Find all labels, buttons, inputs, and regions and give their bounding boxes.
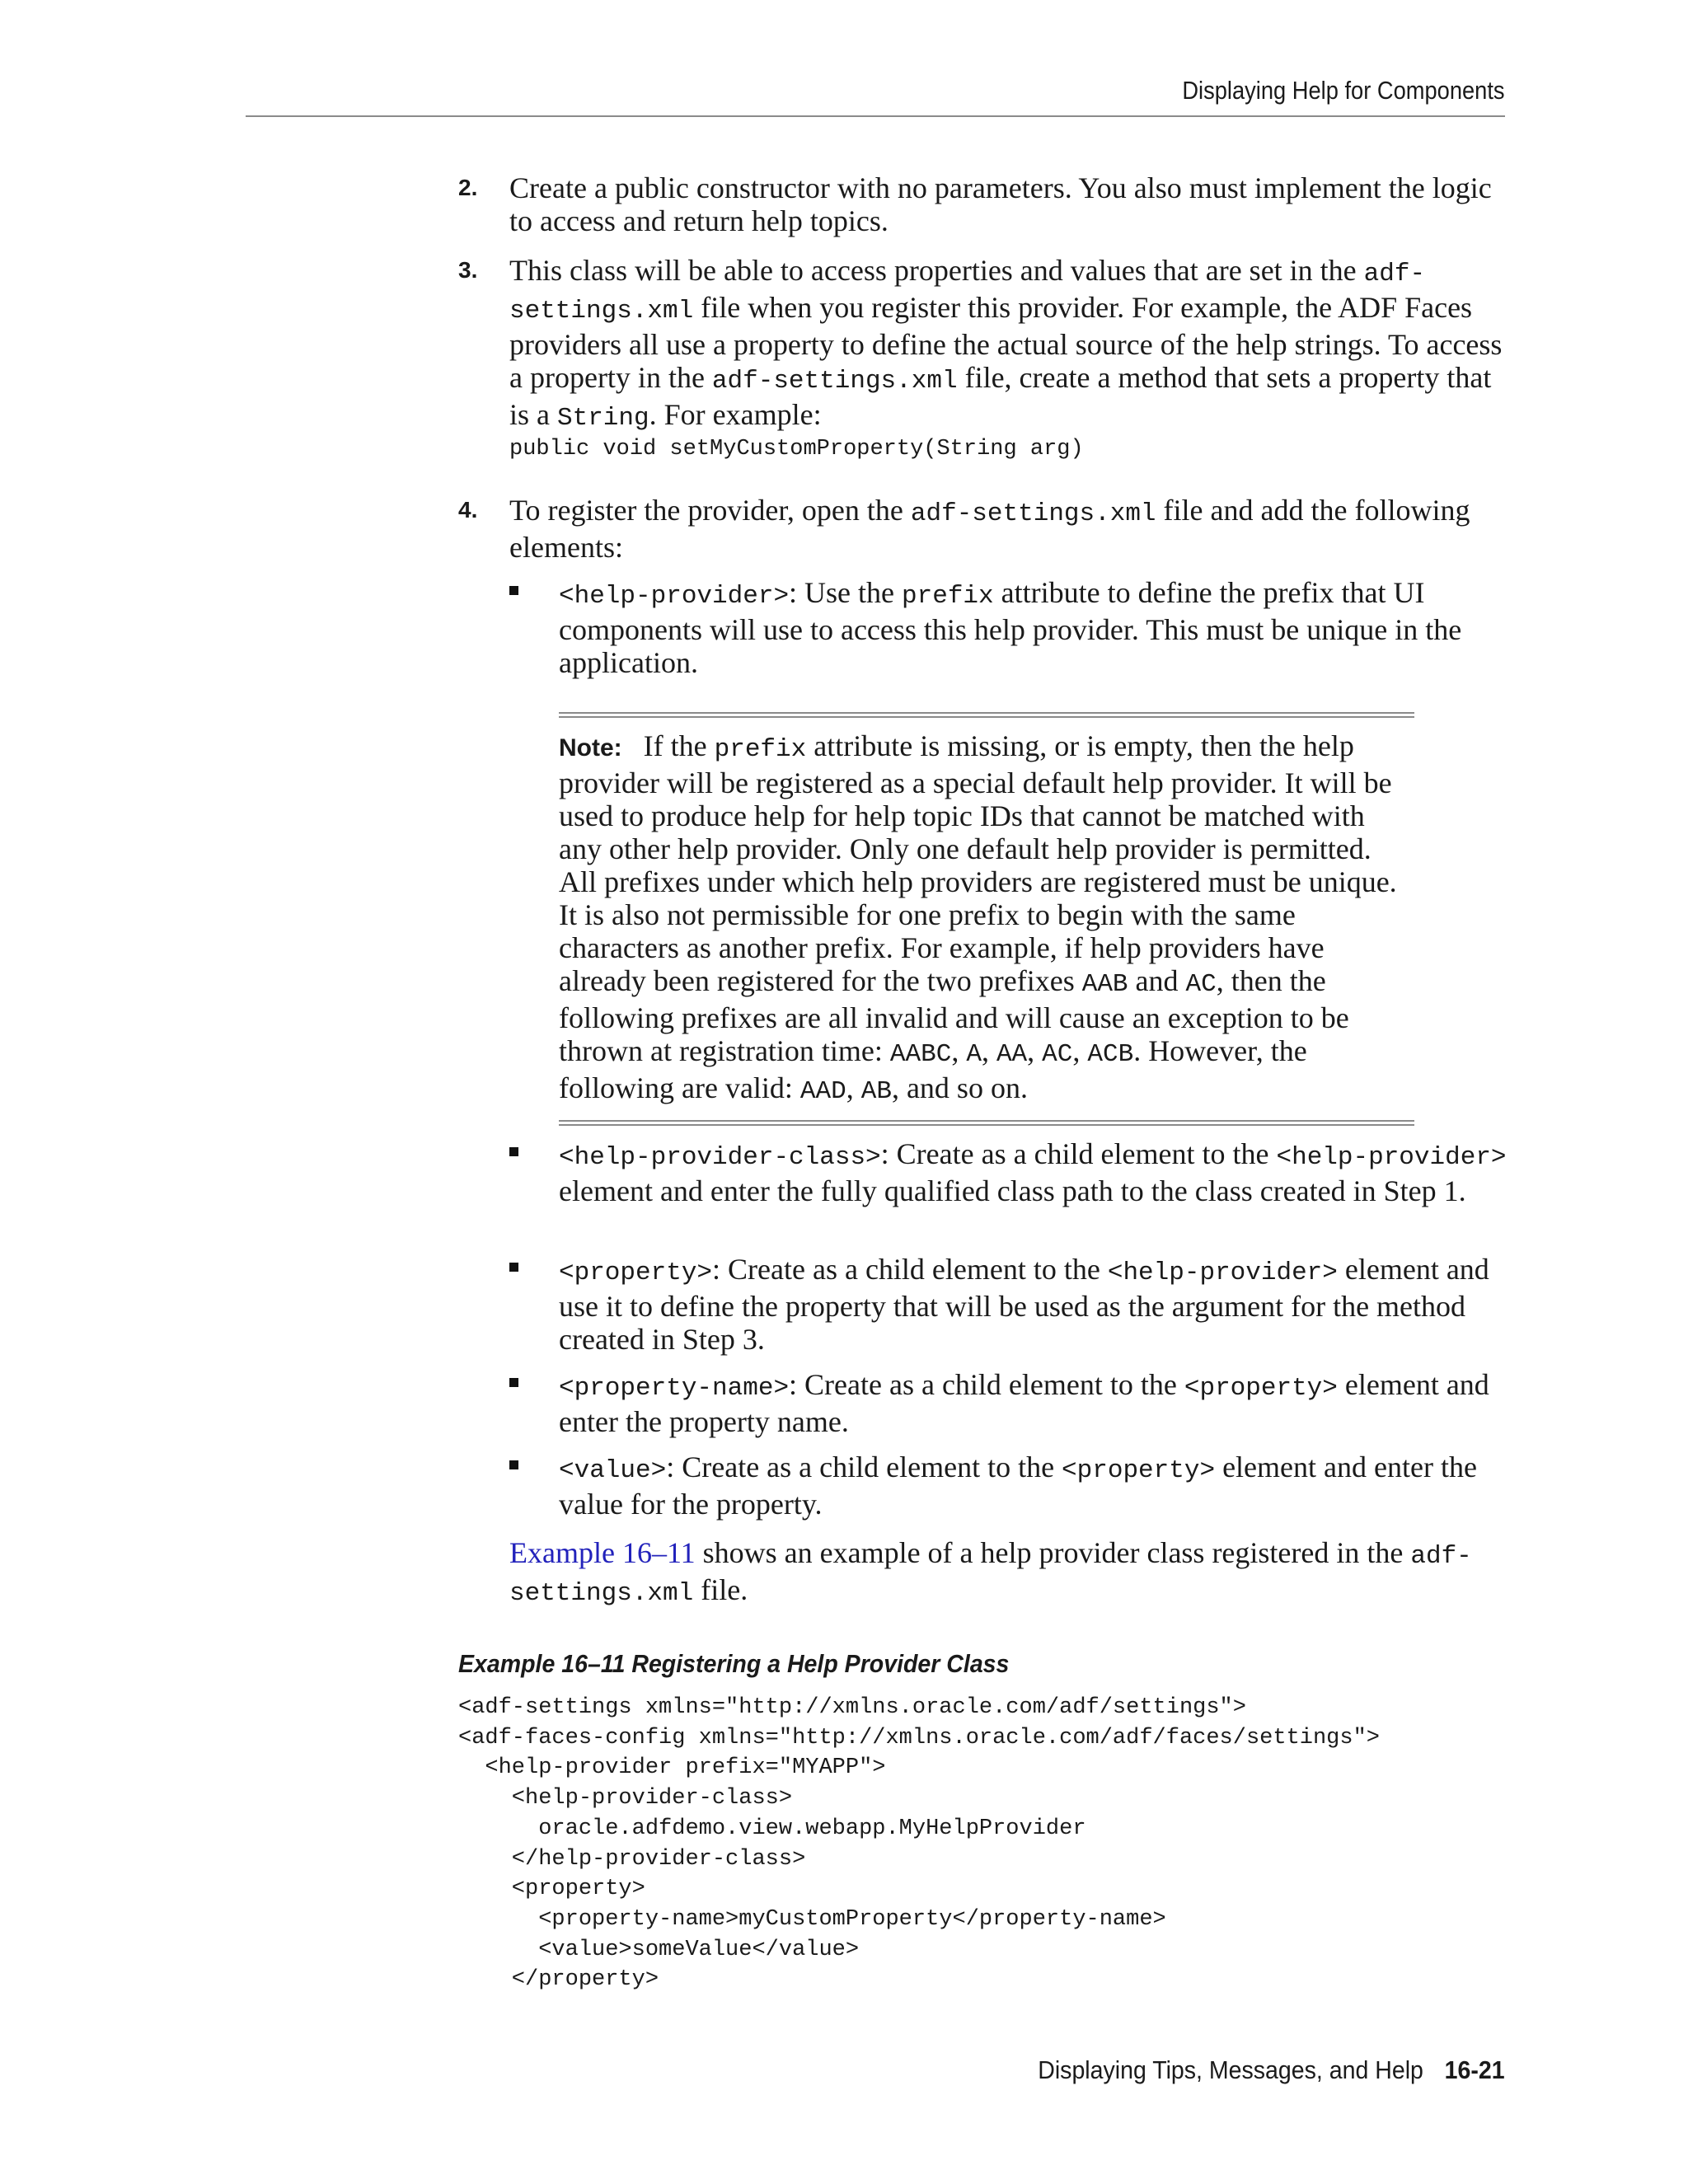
footer-title: Displaying Tips, Messages, and Help [1038,2055,1424,2084]
code-line: <help-provider-class> [458,1786,793,1811]
bullet-square-icon [509,586,518,595]
note-body: Note: If the prefix attribute is missing, or is empty, then the help provider will be registered as a special default help provider. It will be used to produce help for help topic IDs that cannot be matched with any other help provider. Only one default help provider is permitted. All prefixes under which help providers are registered must be unique. It is also not permissible for one prefix to begin with the same characters as another prefix. For example, if help providers have already been registered for the two prefixes AAB and AC, then the following prefixes are all invalid and will cause an exception to be thrown at registration time: AABC, A, AA, AC, ACB. However, the following are valid: AAD, AB, and so on. [559,729,1397,1106]
bullet-value: <value>: Create as a child element to the <property> element and enter the value for the property. [509,1451,1513,1521]
example-link[interactable]: Example 16–11 [509,1536,696,1569]
inline-code: adf-settings.xml [509,260,1426,326]
code-line: <value>someValue</value> [458,1937,860,1962]
page-header [246,73,1505,117]
step-text: This class will be able to access properties and values that are set in the adf-settings.xml file when you register this provider. For example, the ADF Faces providers all use a property to define the actual source of the help strings. To access a property in the adf-settings.xml file, create a method that sets a property that is a String. For example: [509,254,1503,433]
bullet-property: <property>: Create as a child element to the <help-provider> element and use it to define the property that will be used as the argument for the method created in Step 3. [509,1253,1513,1356]
step-number: 3. [458,257,478,283]
step-2 [458,171,1513,237]
example-reference-paragraph: Example 16–11 shows an example of a help provider class registered in the adf-settings.xml file. [509,1536,1472,1608]
bullet-square-icon [509,1378,518,1387]
code-line: </help-provider-class> [458,1846,806,1872]
note-top-rule [559,712,1414,718]
bullet-help-provider: <help-provider>: Use the prefix attribute to define the prefix that UI components will use to access this help provider. This must be unique in the application. [509,576,1513,679]
note-bottom-rule [559,1120,1414,1126]
bullet-square-icon [509,1263,518,1272]
code-line: oracle.adfdemo.view.webapp.MyHelpProvider [458,1816,1086,1841]
step-number: 2. [458,175,478,200]
bullet-property-name: <property-name>: Create as a child element to the <property> element and enter the property name. [509,1368,1513,1438]
inline-code: String [557,404,649,433]
page-number: 16-21 [1445,2055,1505,2084]
code-line: </property> [458,1967,659,1993]
step-number: 4. [458,497,478,523]
code-line: <property> [458,1877,645,1902]
inline-code: adf-settings.xml [711,367,958,396]
step-text: To register the provider, open the adf-settings.xml file and add the following elements: [509,494,1470,564]
note-box [559,712,1414,1126]
step-3-code: public void setMyCustomProperty(String arg) [509,437,1084,462]
example-caption: Example 16–11 Registering a Help Provider Class [458,1649,1010,1678]
bullet-square-icon [509,1460,518,1469]
note-label: Note: [559,734,622,762]
bullet-square-icon [509,1147,518,1156]
code-line: <adf-settings xmlns="http://xmlns.oracle.com/adf/settings"> [458,1695,1246,1720]
step-3 [458,254,1513,435]
code-line: <adf-faces-config xmlns="http://xmlns.oracle.com/adf/faces/settings"> [458,1725,1380,1750]
step-text: Create a public constructor with no parameters. You also must implement the logic to access and return help topics. [509,171,1492,237]
bullet-help-provider-class: <help-provider-class>: Create as a child element to the <help-provider> element and enter the fully qualified class path to the class created in Step 1. [509,1137,1513,1207]
code-block [458,1693,1380,1995]
code-line: <property-name>myCustomProperty</property-name> [458,1906,1166,1932]
code-line: <help-provider prefix="MYAPP"> [458,1755,886,1781]
running-header-title: Displaying Help for Components [1182,76,1505,105]
step-4 [458,494,1513,564]
inline-code: adf-settings.xml [910,499,1156,528]
page-footer [1039,2055,1505,2085]
